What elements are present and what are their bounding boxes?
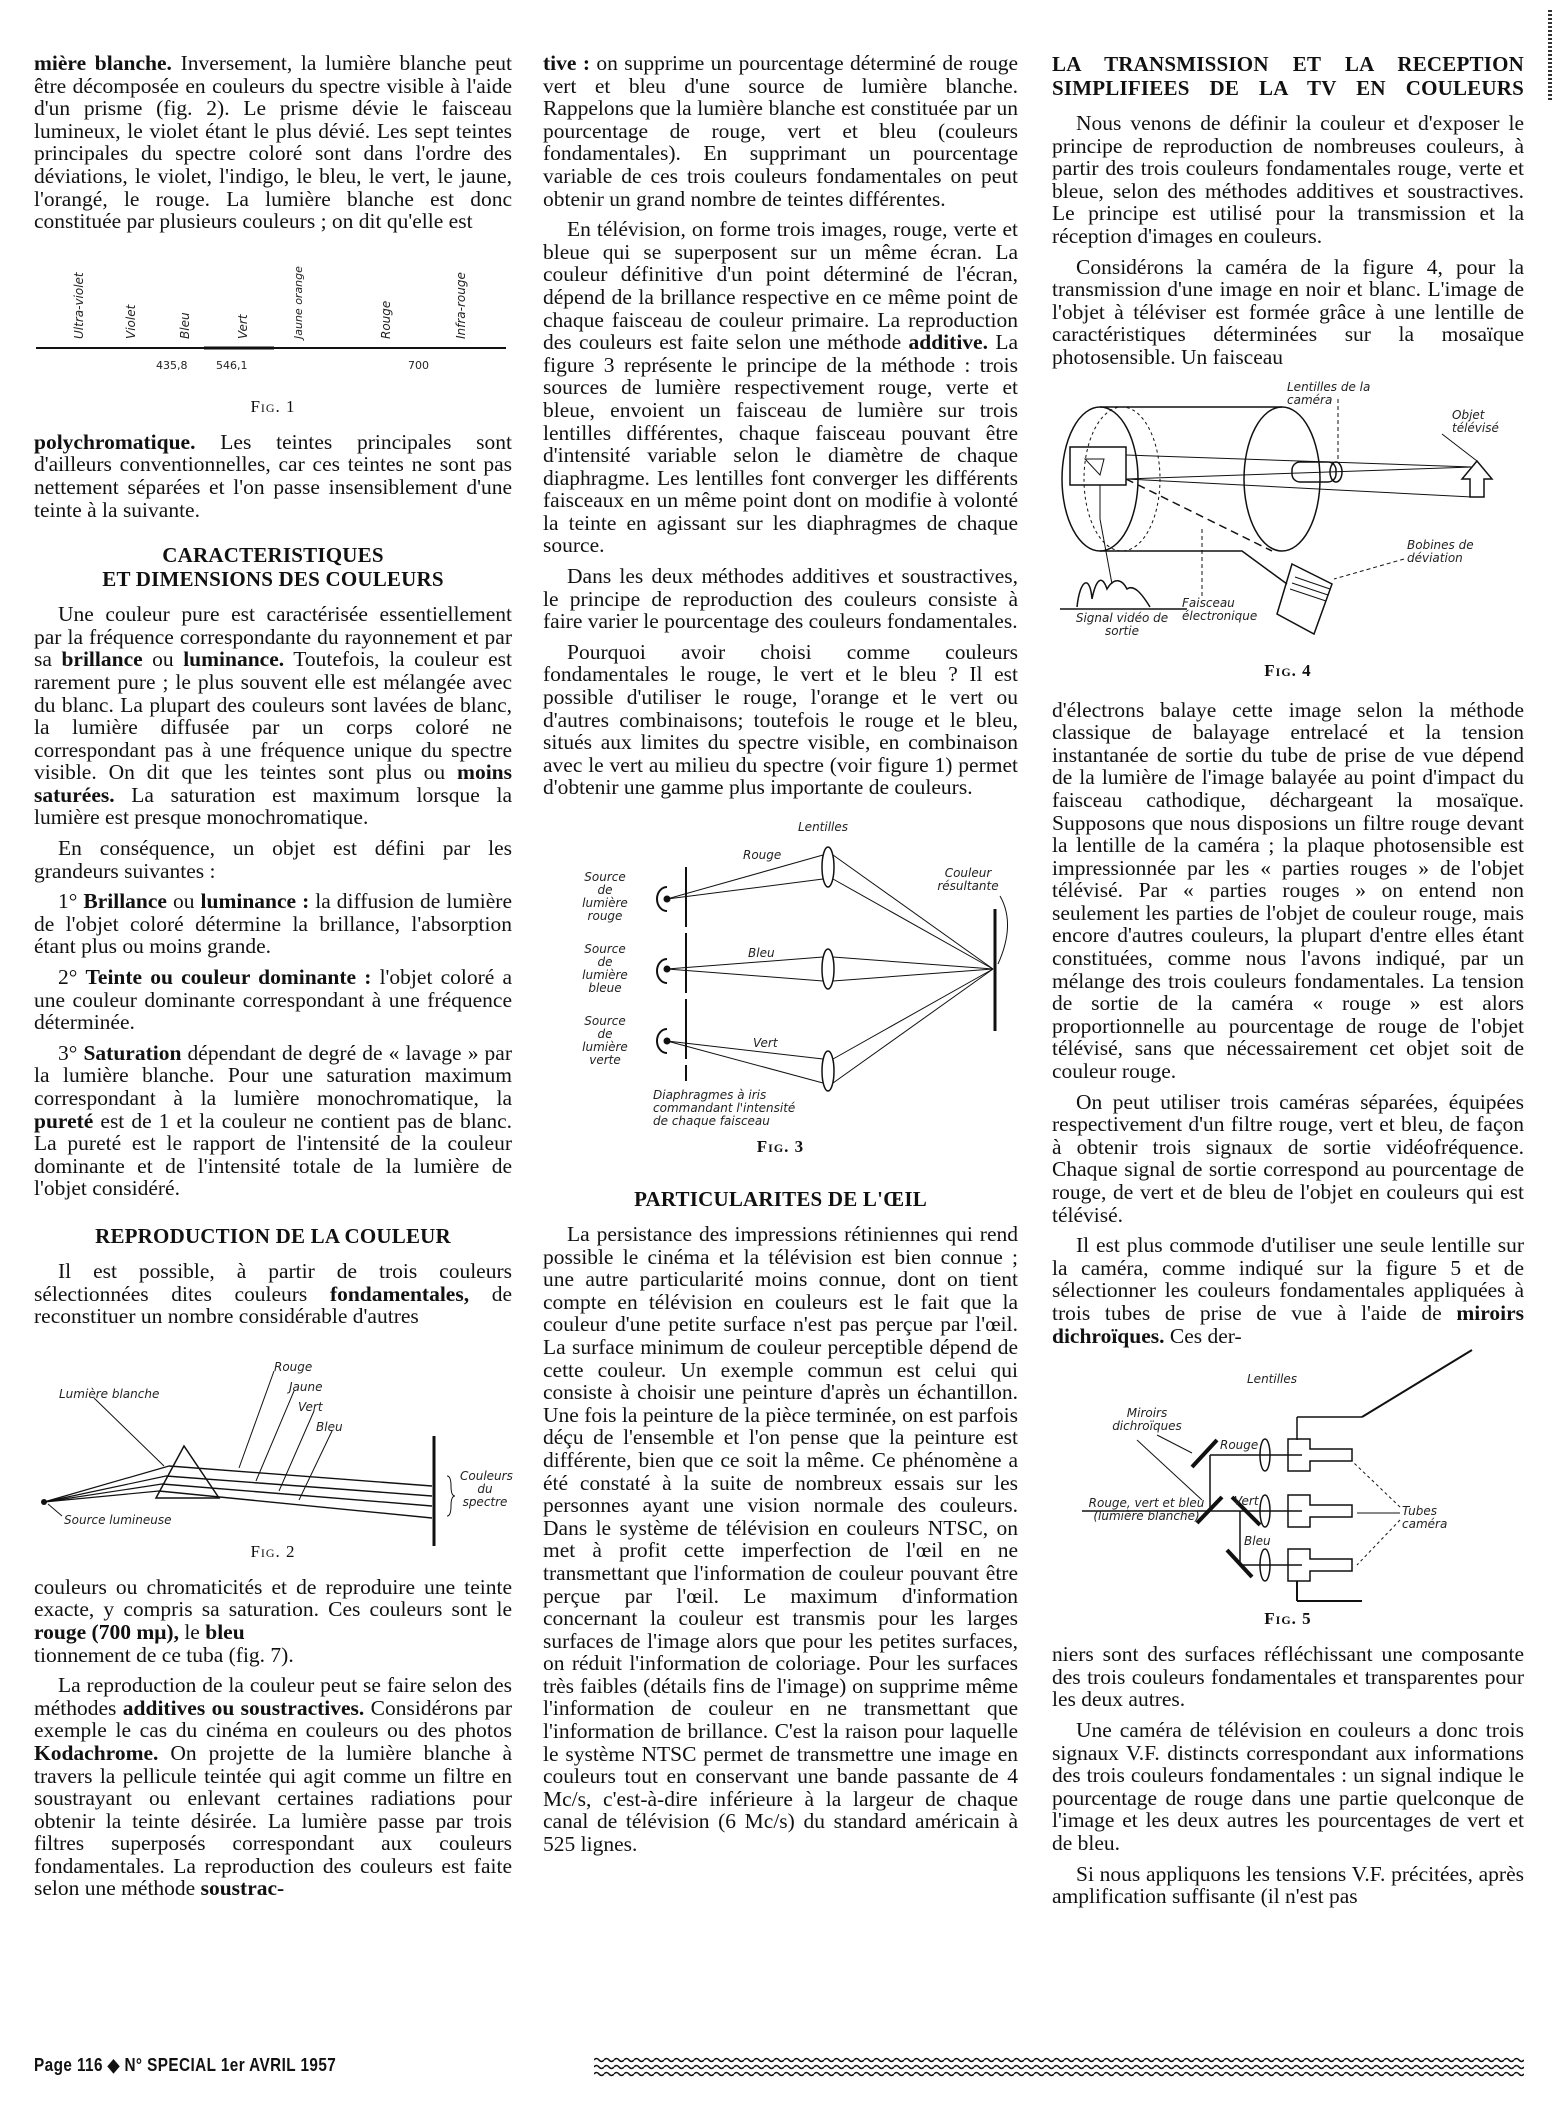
- fig2-label-bleu: Bleu: [316, 1419, 343, 1434]
- paragraph: Dans les deux méthodes additives et soustractives, le principe de reproduction des couleurs consiste à faire varier le pourcentage des couleurs fondamentales.: [543, 564, 1018, 634]
- fig3-label-source-verte: Source de lumière verte: [582, 1014, 628, 1067]
- text: Inversement, la lumière blanche peut être décomposée en couleurs du spectre visible à l'aide d'un prisme (fig. 2). Le prisme dévie le faisceau lumineux, le violet étant le plus dévié. Les sept teintes principales du spectre coloré sont dans l'ordre des déviations, le violet, l'indigo, le bleu, le vert, le jaune, l'orangé, le rouge. La lumière blanche est donc constituée par plusieurs couleurs ; on dit qu'elle est: [34, 51, 512, 234]
- spectrum-axis: [34, 241, 512, 391]
- paragraph: Si nous appliquons les tensions V.F. précitées, après amplification suffisante (il n'est pas: [1052, 1861, 1524, 1909]
- bold-text: moins saturées.: [34, 760, 512, 807]
- fig2-label-rouge: Rouge: [274, 1359, 313, 1374]
- fig5-label-lentilles: Lentilles: [1247, 1372, 1298, 1387]
- text: dépendant de degré de « lavage » par la lumière blanche. Pour une saturation maximum correspondant à la lumière monochromatique, la: [34, 1040, 512, 1110]
- list-item: [34, 966, 512, 1034]
- fig1-label: Vert: [236, 314, 250, 339]
- item-number: 1°: [58, 889, 78, 914]
- paragraph: En conséquence, un objet est défini par les grandeurs suivantes :: [34, 836, 512, 883]
- text: tionnement de ce tuba (fig. 7).: [34, 1642, 294, 1667]
- fig1-tick: 435,8: [156, 358, 188, 372]
- bold-text: additives ou soustractives.: [122, 1695, 365, 1720]
- fig5-label-vert: Vert: [1234, 1494, 1259, 1509]
- fig2-label-vert: Vert: [298, 1399, 323, 1414]
- bold-text: luminance.: [183, 647, 285, 672]
- text: Toutefois, la couleur est rarement pure ; le plus souvent elle est mélangée avec du blanc. La plupart des couleurs sont lavées de blanc, la lumière diffusée par un corps coloré ne correspondant pas à une fréquence unique du spectre visible. On dit que les teintes sont plus ou: [34, 647, 512, 785]
- text: Ces der-: [1164, 1323, 1242, 1348]
- text: Il est possible, à partir de trois couleurs sélectionnées dites couleurs: [34, 1258, 512, 1306]
- fig1-label: Ultra-violet: [72, 272, 86, 339]
- fig1-tick: 700: [408, 358, 429, 372]
- footer-page-info: Page 116 ◆ N° SPECIAL 1er AVRIL 1957: [34, 2054, 337, 2075]
- fig3-label-diaphragmes: Diaphragmes à iris commandant l'intensité de chaque faisceau: [653, 1088, 796, 1128]
- figure-5-caption: Fig. 5: [1264, 1609, 1312, 1629]
- section-heading: LA TRANSMISSION ET LA RECEPTION: [1052, 52, 1524, 76]
- text: la diffusion de lumière de l'objet coloré détermine la brillance, l'absorption étant plus ou moins grande.: [34, 889, 513, 959]
- bold-text: polychromatique.: [34, 429, 196, 454]
- fig1-label: Rouge: [379, 300, 393, 339]
- figure-4-caption: Fig. 4: [1264, 660, 1312, 680]
- text: Une couleur pure est caractérisée essentiellement par la fréquence correspondante du rayonnement et par sa: [34, 602, 512, 672]
- paragraph: La persistance des impressions rétiniennes qui rend possible le cinéma et la télévision est bien connue ; une autre particularité moins connue, dont on tient compte en télévision en couleurs est le fait que la couleur d'une petite surface n'est pas perçue par l'œil. La surface minimum de couleur perceptible dépend de cette couleur. Un exemple commun est celui qui consiste à choisir une peinture d'après un échantillon. Une fois la peinture de la pièce terminée, on est parfois déçu de l'ensemble et l'on pense que la peinture est différente, bien que ce soit la même. Ce phénomène a été constaté à la suite de nombreux essais sur les personnes ayant une vision normale des couleurs. Dans le système de télévision en couleurs NTSC, on met à profit cette imperfection de l'œil en ne transmettant que l'information de couleur pouvant être perçue par l'œil. Le maximum d'information concernant la couleur est transmis pour les larges surfaces de l'image alors que pour les petites surfaces, on réduit l'information de coloriage. Pour les surfaces très faibles (détails fins de l'image) on supprime même l'information de couleur en ne transmettant que l'information de brillance. C'est la raison pour laquelle le système NTSC permet de transmettre une image en couleurs tout en conservant une bande passante de 4 Mc/s, c'est-à-dire inférieure à la largeur de chaque canal de télévision (6 Mc/s) du standard américain à 525 lignes.: [543, 1222, 1018, 1857]
- item-number: 2°: [58, 965, 78, 990]
- figure-5-dichroic: [1052, 1355, 1524, 1605]
- paragraph: [543, 218, 1018, 557]
- bold-text: Kodachrome.: [34, 1740, 159, 1765]
- bold-text: luminance :: [200, 889, 310, 914]
- scan-edge-mark: [1548, 10, 1552, 100]
- paragraph: d'électrons balaye cette image selon la méthode classique de balayage entrelacé et la tension instantanée de sortie du tube de prise de vue dépend de la lumière de l'image balayée au point d'impact du faisceau cathodique, déchargeant la mosaïque. Supposons que nous disposions un filtre rouge devant la lentille de la caméra ; la plaque photosensible est impressionnée par les « parties rouges » de l'objet télévisé. Par « parties rouges » on entend non seulement les parties de l'objet de couleur rouge, mais encore d'autres couleurs, la plupart d'entre elles étant constituées, comme nous l'avons indiqué, par un mélange des trois couleurs fondamentales. La tension de sortie de la caméra « rouge » est alors proportionnelle au pourcentage de rouge de l'objet télévisé, sans que nécessairement cet objet soit de couleur rouge.: [1052, 697, 1524, 1084]
- bold-text: miroirs dichroïques.: [1052, 1300, 1524, 1348]
- figure-1-caption: Fig. 1: [250, 396, 296, 416]
- fig1-label: Infra-rouge: [454, 271, 468, 339]
- section-heading: REPRODUCTION DE LA COULEUR: [95, 1223, 451, 1248]
- fig2-label-white-light: Lumière blanche: [59, 1386, 160, 1401]
- wavy-rule-icon: [594, 2056, 1524, 2078]
- prism-diagram: [34, 1336, 512, 1536]
- fig3-label-lentilles: Lentilles: [798, 820, 849, 834]
- section-heading: CARACTERISTIQUES: [162, 543, 384, 568]
- paragraph: Nous venons de définir la couleur et d'exposer le principe de reproduction de nombreuses couleurs, à partir des trois couleurs fondamentales rouge, verte et bleue, selon des méthodes additives et soustractives. Le principe est utilisé pour la transmission et la réception d'images en couleurs.: [1052, 111, 1524, 248]
- column-2: [543, 52, 1018, 1864]
- bold-text: additive.: [908, 330, 988, 355]
- figure-4-camera: [1052, 379, 1524, 649]
- paragraph: Une caméra de télévision en couleurs a donc trois signaux V.F. distincts correspondant aux informations des trois couleurs fondamentales : un signal indique le pourcentage de rouge dans une partie quelconque de l'image et les deux autres les pourcentages de vert et de bleu.: [1052, 1717, 1524, 1855]
- fig4-label-faisceau: Faisceau électronique: [1182, 595, 1258, 623]
- paragraph: niers sont des surfaces réfléchissant une composante des trois couleurs fondamentales et transparentes pour les deux autres.: [1052, 1642, 1524, 1712]
- text: La reproduction de la couleur peut se faire selon des méthodes: [34, 1673, 512, 1720]
- paragraph: [34, 1260, 512, 1328]
- section-heading: ET DIMENSIONS DES COULEURS: [102, 567, 444, 592]
- text: Il est plus commode d'utiliser une seule lentille sur la caméra, comme indiqué sur la figure 5 et de sélectionner les couleurs fondamentales appliquées à trois tubes de prise de vue à l'aide de: [1052, 1233, 1524, 1325]
- bold-text: pureté: [34, 1108, 94, 1133]
- dichroic-diagram: [1052, 1355, 1524, 1605]
- fig3-label-rouge: Rouge: [743, 848, 782, 862]
- column-1: [34, 52, 512, 1908]
- text: de reconstituer un nombre considérable d'autres: [34, 1281, 513, 1329]
- bold-text: Teinte ou couleur dominante :: [85, 965, 372, 990]
- bold-text: soustrac-: [200, 1876, 285, 1901]
- fig4-label-bobines: Bobines de déviation: [1407, 537, 1474, 565]
- paragraph: On peut utiliser trois caméras séparées, équipées respectivement d'un filtre rouge, vert et bleu, de façon à obtenir trois signaux de sortie vidéofréquence. Chaque signal de sortie correspond au pourcentage de rouge, de vert et de bleu de l'objet en couleurs qui est télévisé.: [1052, 1089, 1524, 1227]
- paragraph: [34, 1674, 512, 1900]
- text: ou: [142, 647, 184, 672]
- fig1-label: Violet: [124, 304, 138, 339]
- fig3-label-vert: Vert: [753, 1036, 778, 1050]
- bold-text: fondamentales,: [329, 1281, 470, 1306]
- bold-text: Saturation: [83, 1040, 182, 1065]
- text: Les teintes principales sont d'ailleurs conventionnelles, car ces teintes ne sont pas nettement séparées et l'on passe insensiblement d'une teinte à la suivante.: [34, 429, 512, 522]
- fig5-label-tubes: Tubes caméra: [1402, 1504, 1448, 1532]
- fig5-label-bleu: Bleu: [1244, 1534, 1271, 1549]
- paragraph: [34, 52, 512, 233]
- paragraph: Pourquoi avoir choisi comme couleurs fondamentales le rouge, le vert et le bleu ? Il est possible d'utiliser le rouge, l'orange et le vert ou d'autres combinaisons; toutefois le rouge et le bleu, situés aux limites du spectre visible, en combinaison avec le vert au milieu du spectre (voir figure 1) permet d'obtenir une gamme plus importante de couleurs.: [543, 639, 1018, 800]
- bold-text: tive :: [543, 51, 590, 75]
- text: En télévision, on forme trois images, rouge, verte et bleue qui se superposent sur un même écran. La couleur définitive d'un point déterminé de l'écran, dépend de la brillance respective en ce même point de chaque faisceau de couleur primaire. La reproduction des couleurs est faite selon une méthode: [543, 217, 1018, 355]
- fig5-label-miroirs: Miroirs dichroïques: [1112, 1406, 1182, 1434]
- figure-3-additive: [543, 809, 1018, 1128]
- page-footer: [34, 2050, 1524, 2080]
- fig2-label-jaune: Jaune: [289, 1379, 323, 1394]
- figure-2-caption: Fig. 2: [250, 1541, 296, 1561]
- paragraph: [34, 431, 512, 521]
- fig3-label-source-bleue: Source de lumière bleue: [582, 942, 628, 995]
- fig5-label-input: Rouge, vert et bleu (lumière blanche): [1088, 1496, 1205, 1524]
- fig4-label-signal: Signal vidéo de sortie: [1075, 610, 1169, 638]
- text: ou: [166, 889, 201, 914]
- paragraph: [34, 603, 512, 829]
- bold-text: Brillance: [83, 889, 167, 914]
- bold-text: bleu: [205, 1619, 245, 1644]
- figure-1-spectrum: [34, 241, 512, 391]
- text: Considérons par exemple le cas du cinéma en couleurs ou des photos: [34, 1695, 512, 1743]
- item-number: 3°: [58, 1040, 78, 1065]
- paragraph: [543, 52, 1018, 210]
- fig2-label-source: Source lumineuse: [64, 1512, 172, 1527]
- paragraph: [1052, 1234, 1524, 1347]
- paragraph: Considérons la caméra de la figure 4, pour la transmission d'une image en noir et blanc. L'image de l'objet à téléviser est formée grâce à une lentille de caractéristiques déterminées sur la mosaïque photosensible. Un faisceau: [1052, 254, 1524, 369]
- paragraph: [34, 1576, 512, 1666]
- text: La figure 3 représente le principe de la méthode : trois sources de lumière respectivement rouge, verte et bleue, envoient un faisceau de lumière sur trois lentilles différentes, chaque faisceau pouvant être d'intensité variable selon le diamètre de chaque diaphragme. Les lentilles font converger les différents faisceaux en un même point dont on modifie à volonté la teinte en agissant sur les diaphragmes de chaque source.: [543, 330, 1018, 558]
- list-item: [34, 1042, 512, 1200]
- text: l'objet coloré a une couleur dominante correspondant à une fréquence déterminée.: [34, 965, 513, 1035]
- fig1-tick: 546,1: [216, 358, 248, 372]
- section-heading: SIMPLIFIEES DE LA TV EN COULEURS: [1052, 76, 1524, 100]
- fig3-label-bleu: Bleu: [748, 946, 775, 960]
- fig4-label-objet: Objet télévisé: [1452, 407, 1499, 435]
- text: On projette de la lumière blanche à travers la pellicule teintée qui agit comme un filtre en soustrayant ou enlevant certaines radiations pour obtenir la teinte désirée. La lumière passe par trois filtres superposés correspondant aux couleurs fondamentales. La reproduction des couleurs est faite selon une méthode: [34, 1740, 512, 1901]
- text: on supprime un pourcentage déterminé de rouge vert et bleu d'une source de lumière blanche. Rappelons que la lumière blanche est constituée par un pourcentage de rouge, vert et bleu (couleurs fondamentales). En supprimant un pourcentage variable de ces trois couleurs fondamentales on peut obtenir un grand nombre de teintes différentes.: [543, 51, 1018, 211]
- bold-text: rouge (700 mμ),: [34, 1619, 179, 1644]
- section-heading: PARTICULARITES DE L'ŒIL: [634, 1187, 927, 1211]
- bold-text: mière blanche.: [34, 51, 172, 75]
- text: le: [178, 1619, 206, 1644]
- fig1-label: Bleu: [178, 312, 192, 339]
- figure-2-prism: [34, 1336, 512, 1536]
- fig5-label-rouge: Rouge: [1220, 1438, 1259, 1453]
- text: est de 1 et la couleur ne contient pas de blanc. La pureté est le rapport de l'intensité de la couleur dominante et de l'intensité totale de la lumière de l'objet considéré.: [34, 1108, 512, 1201]
- fig3-label-resultante: Couleur résultante: [937, 866, 999, 893]
- fig4-label-lentilles: Lentilles de la caméra: [1287, 379, 1371, 407]
- fig3-label-source-rouge: Source de lumière rouge: [582, 870, 628, 923]
- list-item: [34, 890, 512, 958]
- column-3: [1052, 52, 1524, 1916]
- fig1-label: Jaune orange: [292, 265, 305, 339]
- fig2-label-spectrum: Couleurs du spectre: [460, 1468, 513, 1509]
- bold-text: brillance: [61, 647, 143, 672]
- text: La saturation est maximum lorsque la lumière est presque monochromatique.: [34, 782, 512, 830]
- figure-3-caption: Fig. 3: [756, 1137, 805, 1156]
- text: couleurs ou chromaticités et de reproduire une teinte exacte, y compris sa saturation. Ces couleurs sont le: [34, 1574, 512, 1622]
